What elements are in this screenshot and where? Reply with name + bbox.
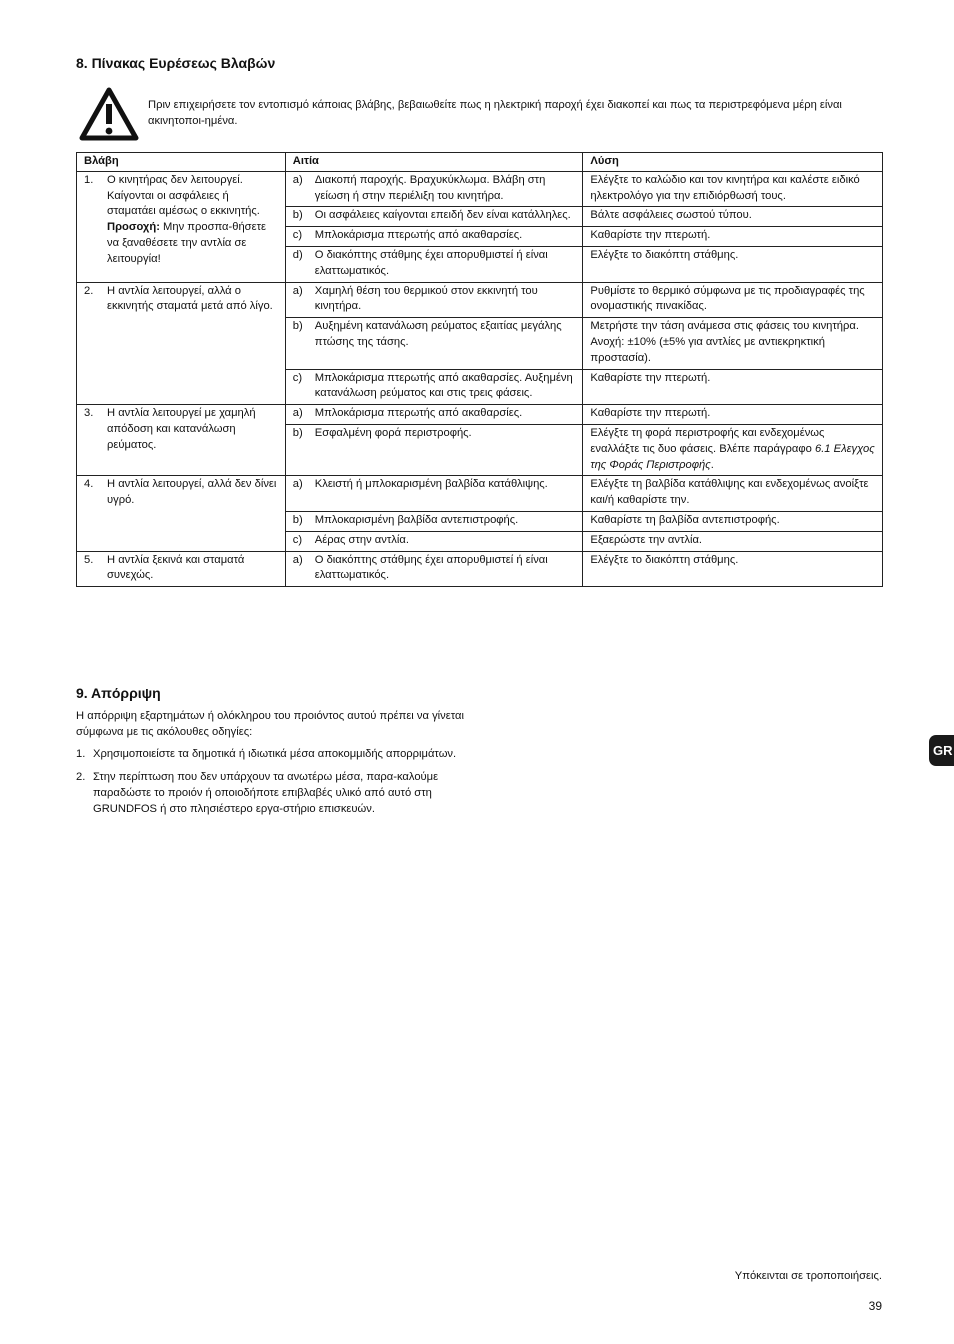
fault-text: Η αντλία λειτουργεί, αλλά ο εκκινητής σταματά μετά από λίγο.: [107, 284, 273, 313]
cause-letter: b): [292, 513, 303, 526]
cause-letter: a): [292, 478, 303, 491]
table-row: [77, 282, 883, 318]
cause-text: Μπλοκάρισμα πτερωτής από ακαθαρσίες. Αυξημένη κατανάλωση ρεύματος και στις τρεις φάσεις.: [314, 371, 573, 400]
remedy-cell: Ρυθμίστε το θερμικό σύμφωνα με τις προδιαγραφές της ονομαστικής πινακίδας.: [583, 282, 883, 318]
remedy-cell: Καθαρίστε την πτερωτή.: [583, 405, 883, 425]
cause-letter: b): [292, 426, 303, 439]
list-number: 1.: [76, 748, 86, 760]
cause-letter: b): [292, 209, 303, 222]
fault-cell: [77, 405, 286, 476]
cause-text: Διακοπή παροχής. Βραχυκύκλωμα. Βλάβη στη γείωση ή στην περιέλιξη του κινητήρα.: [314, 173, 546, 202]
fault-number: 4.: [84, 478, 94, 491]
table-row: [77, 476, 883, 512]
cause-letter: b): [292, 320, 303, 333]
remedy-cell: Ελέγξτε τη βαλβίδα κατάθλιψης και ενδεχομένως ανοίξτε και/ή καθαρίστε την.: [583, 476, 883, 512]
cause-text: Ο διακόπτης στάθμης έχει απορυθμιστεί ή είναι ελαττωματικός.: [314, 553, 548, 582]
cause-letter: c): [292, 229, 303, 242]
notice-label: Προσοχή:: [107, 221, 160, 234]
fault-cell: [77, 476, 286, 551]
remedy-text: Ελέγξτε τη φορά περιστροφής και ενδεχομένως εναλλάξτε τις δυο φάσεις. Βλέπε παράγραφο: [590, 426, 825, 455]
table-row: [77, 551, 883, 587]
fault-number: 1.: [84, 173, 94, 186]
cause-text: Κλειστή ή μπλοκαρισμένη βαλβίδα κατάθλιψης.: [314, 478, 548, 491]
cause-letter: a): [292, 173, 303, 186]
warning-triangle-icon: [78, 86, 140, 142]
section-9-title: 9. Απόρριψη: [76, 685, 161, 701]
cause-letter: c): [292, 371, 303, 384]
remedy-cell: Ελέγξτε το διακόπτη στάθμης.: [583, 551, 883, 587]
table-row: [77, 171, 883, 207]
cause-letter: a): [292, 553, 303, 566]
remedy-cell: Καθαρίστε τη βαλβίδα αντεπιστροφής.: [583, 511, 883, 531]
section-reference: 6.1 Ελεγχος της Φοράς Περιστροφής: [590, 442, 875, 471]
cause-text: Μπλοκάρισμα πτερωτής από ακαθαρσίες.: [314, 229, 523, 242]
troubleshooting-table: [76, 152, 883, 587]
table-row: [77, 405, 883, 425]
page-number: 39: [868, 1299, 882, 1313]
remedy-cell: Μετρήστε την τάση ανάμεσα στις φάσεις του κινητήρα. Ανοχή: ±10% (±5% για αντλίες με αντιεκρηκτική προστασία).: [583, 318, 883, 369]
remedy-cell: Ελέγξτε το διακόπτη στάθμης.: [583, 246, 883, 282]
remedy-cell: Εξαερώστε την αντλία.: [583, 531, 883, 551]
cause-text: Χαμηλή θέση του θερμικού στον εκκινητή του κινητήρα.: [314, 284, 538, 313]
header-cause: Αιτία: [285, 153, 583, 172]
cause-cell: [285, 511, 583, 531]
cause-cell: [285, 246, 583, 282]
cause-letter: a): [292, 407, 303, 420]
cause-letter: c): [292, 533, 303, 546]
list-text: Χρησιμοποιείστε τα δημοτικά ή ιδιωτικά μέσα αποκομμιδής απορριμάτων.: [93, 748, 457, 760]
cause-cell: [285, 369, 583, 405]
cause-cell: [285, 171, 583, 207]
cause-cell: [285, 551, 583, 587]
cause-cell: [285, 476, 583, 512]
header-fault: Βλάβη: [77, 153, 286, 172]
fault-cell: [77, 551, 286, 587]
list-item: [76, 769, 466, 817]
fault-number: 2.: [84, 284, 94, 297]
cause-cell: [285, 207, 583, 227]
footer-note: Υπόκεινται σε τροποποιήσεις.: [734, 1270, 882, 1282]
cause-letter: d): [292, 248, 303, 261]
cause-text: Μπλοκάρισμα πτερωτής από ακαθαρσίες.: [314, 407, 523, 420]
cause-cell: [285, 282, 583, 318]
remedy-text-end: .: [710, 458, 714, 471]
fault-text: Η αντλία λειτουργεί, αλλά δεν δίνει υγρό.: [107, 478, 277, 507]
notice-text: Μην προσπα-θήσετε να ξαναθέσετε την αντλία σε λειτουργία!: [107, 221, 266, 265]
list-number: 2.: [76, 771, 86, 783]
cause-cell: [285, 424, 583, 475]
disposal-intro: Η απόρριψη εξαρτημάτων ή ολόκληρου του προιόντος αυτού πρέπει να γίνεται σύμφωνα με τις ακόλουθες οδηγίες:: [76, 710, 464, 738]
fault-text: Η αντλία ξεκινά και σταματά συνεχώς.: [107, 553, 245, 582]
fault-number: 5.: [84, 553, 94, 566]
cause-text: Εσφαλμένη φορά περιστροφής.: [314, 426, 472, 439]
cause-text: Αέρας στην αντλία.: [314, 533, 409, 546]
fault-text: Ο κινητήρας δεν λειτουργεί. Καίγονται οι ασφάλειες ή σταματάει αμέσως ο εκκινητής.: [107, 173, 260, 218]
cause-text: Μπλοκαρισμένη βαλβίδα αντεπιστροφής.: [314, 513, 519, 526]
section-8-title: 8. Πίνακας Ευρέσεως Βλαβών: [76, 55, 276, 71]
cause-cell: [285, 531, 583, 551]
fault-cell: [77, 171, 286, 282]
cause-cell: [285, 405, 583, 425]
cause-text: Αυξημένη κατανάλωση ρεύματος εξαιτίας μεγάλης πτώσης της τάσης.: [314, 320, 562, 348]
remedy-cell: Καθαρίστε την πτερωτή.: [583, 227, 883, 247]
cause-cell: [285, 318, 583, 369]
list-item: [76, 746, 466, 762]
remedy-cell: Ελέγξτε το καλώδιο και τον κινητήρα και καλέστε ειδικό ηλεκτρολόγο για την επιδιόρθωσή τους.: [583, 171, 883, 207]
remedy-cell: Βάλτε ασφάλειες σωστού τύπου.: [583, 207, 883, 227]
cause-cell: [285, 227, 583, 247]
warning-text: Πριν επιχειρήσετε τον εντοπισμό κάποιας βλάβης, βεβαιωθείτε πως η ηλεκτρική παροχή έχει διακοπεί και πως τα περιστρεφόμενα μέρη είναι ακινητοποι-ημένα.: [148, 99, 842, 127]
fault-cell: [77, 282, 286, 405]
cause-text: Ο διακόπτης στάθμης έχει απορυθμιστεί ή είναι ελαττωματικός.: [314, 248, 548, 277]
table-header-row: [77, 153, 883, 172]
fault-number: 3.: [84, 407, 94, 420]
list-text: Στην περίπτωση που δεν υπάρχουν τα ανωτέρω μέσα, παρα-καλούμε παραδώστε το προιόν ή οποιοδήποτε επιβλαβές υλικό από αυτό στη GRUNDFOS ή στο πλησιέστερο εργα-στήριο επισκευών.: [93, 771, 439, 815]
remedy-cell: Καθαρίστε την πτερωτή.: [583, 369, 883, 405]
cause-text: Οι ασφάλειες καίγονται επειδή δεν είναι κατάλληλες.: [314, 209, 571, 222]
header-remedy: Λύση: [583, 153, 883, 172]
remedy-cell: [583, 424, 883, 475]
language-tab: GR: [929, 735, 954, 766]
disposal-list: [76, 746, 466, 824]
cause-letter: a): [292, 284, 303, 297]
fault-text: Η αντλία λειτουργεί με χαμηλή απόδοση και κατανάλωση ρεύματος.: [107, 407, 256, 451]
